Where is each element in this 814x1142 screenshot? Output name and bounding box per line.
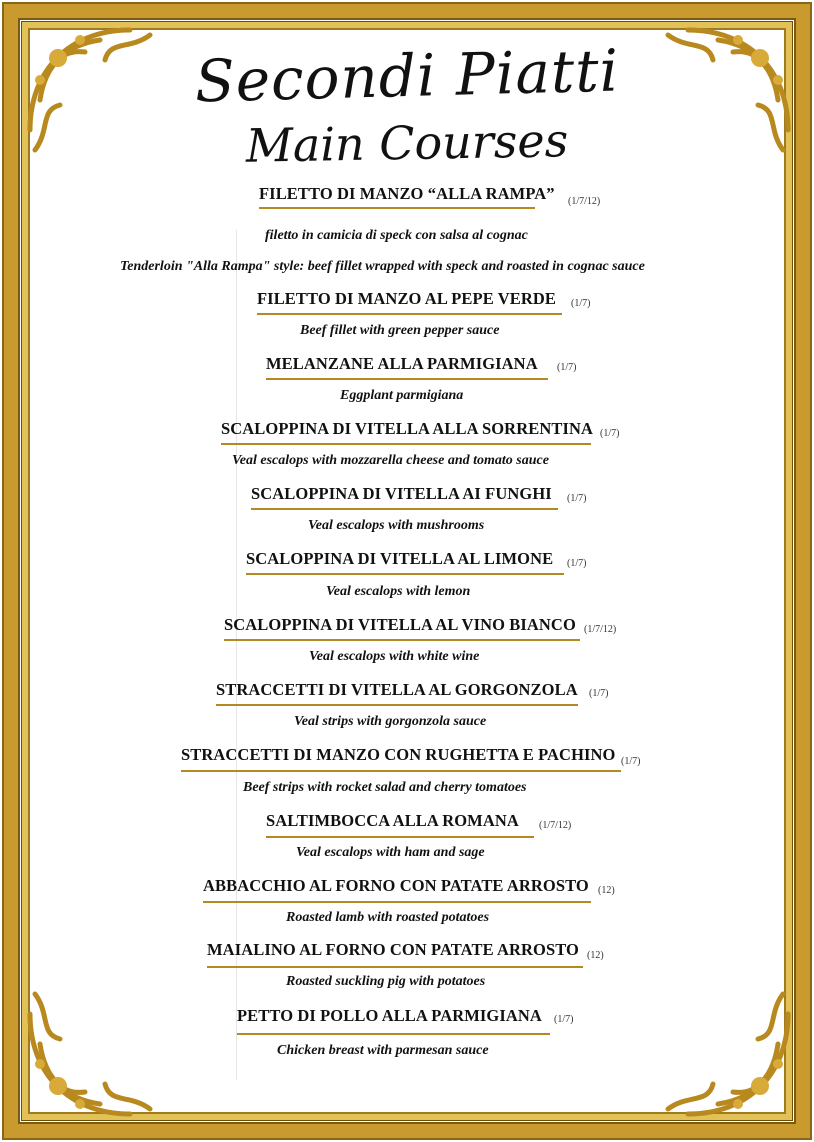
allergen-codes: (1/7)	[589, 688, 609, 699]
dish-description: Veal strips with gorgonzola sauce	[294, 714, 487, 729]
dish-underline	[203, 901, 591, 903]
dish-description: filetto in camicia di speck con salsa al cognac	[265, 228, 528, 243]
allergen-codes: (1/7)	[571, 298, 591, 309]
dish-name: PETTO DI POLLO ALLA PARMIGIANA	[237, 1006, 542, 1025]
dish-name: STRACCETTI DI VITELLA AL GORGONZOLA	[216, 680, 578, 699]
dish-underline	[266, 378, 548, 380]
dish-description: Roasted suckling pig with potatoes	[286, 974, 486, 989]
dish-underline	[251, 508, 558, 510]
allergen-codes: (1/7/12)	[539, 820, 572, 831]
dish-description: Veal escalops with white wine	[309, 649, 480, 664]
dish-description: Veal escalops with lemon	[326, 584, 471, 599]
dish-underline	[237, 1033, 550, 1035]
dish-description: Roasted lamb with roasted potatoes	[286, 910, 490, 925]
allergen-codes: (1/7)	[621, 756, 641, 767]
page-subtitle: Main Courses	[245, 113, 569, 173]
dish-name: FILETTO DI MANZO AL PEPE VERDE	[257, 289, 556, 308]
allergen-codes: (1/7/12)	[584, 624, 617, 635]
dish-name: ABBACCHIO AL FORNO CON PATATE ARROSTO	[203, 876, 589, 895]
dish-name: SALTIMBOCCA ALLA ROMANA	[266, 811, 519, 830]
dish-name: STRACCETTI DI MANZO CON RUGHETTA E PACHINO	[181, 745, 616, 764]
dish-description: Veal escalops with mushrooms	[308, 518, 485, 533]
dish-name: SCALOPPINA DI VITELLA ALLA SORRENTINA	[221, 419, 593, 438]
dish-underline	[266, 836, 534, 838]
allergen-codes: (1/7)	[567, 493, 587, 504]
dish-underline	[181, 770, 621, 772]
allergen-codes: (1/7)	[557, 362, 577, 373]
corner-ornament-bottom-right	[658, 984, 808, 1134]
dish-underline	[246, 573, 564, 575]
dish-description: Eggplant parmigiana	[340, 388, 464, 403]
dish-description: Chicken breast with parmesan sauce	[277, 1043, 489, 1058]
dish-underline	[207, 966, 583, 968]
allergen-codes: (1/7)	[600, 428, 620, 439]
dish-underline	[224, 639, 580, 641]
dish-description: Veal escalops with ham and sage	[296, 845, 485, 860]
dish-underline	[216, 704, 578, 706]
dish-name: SCALOPPINA DI VITELLA AL VINO BIANCO	[224, 615, 576, 634]
dish-underline	[257, 313, 562, 315]
dish-name: MAIALINO AL FORNO CON PATATE ARROSTO	[207, 940, 579, 959]
allergen-codes: (12)	[598, 885, 615, 896]
allergen-codes: (1/7/12)	[568, 196, 601, 207]
dish-name: MELANZANE ALLA PARMIGIANA	[266, 354, 538, 373]
dish-name: FILETTO DI MANZO “ALLA RAMPA”	[259, 184, 555, 203]
allergen-codes: (1/7)	[554, 1014, 574, 1025]
allergen-codes: (12)	[587, 950, 604, 961]
dish-description: Beef strips with rocket salad and cherry tomatoes	[243, 780, 527, 795]
dish-description: Veal escalops with mozzarella cheese and tomato sauce	[232, 453, 549, 468]
dish-description-english: Tenderloin "Alla Rampa" style: beef fillet wrapped with speck and roasted in cognac sauce	[120, 259, 645, 274]
corner-ornament-bottom-left	[10, 984, 160, 1134]
dish-underline	[259, 207, 535, 209]
dish-underline	[221, 443, 591, 445]
dish-name: SCALOPPINA DI VITELLA AI FUNGHI	[251, 484, 552, 503]
dish-description: Beef fillet with green pepper sauce	[300, 323, 500, 338]
allergen-codes: (1/7)	[567, 558, 587, 569]
dish-name: SCALOPPINA DI VITELLA AL LIMONE	[246, 549, 554, 568]
page-title: Secondi Piatti	[194, 36, 620, 116]
